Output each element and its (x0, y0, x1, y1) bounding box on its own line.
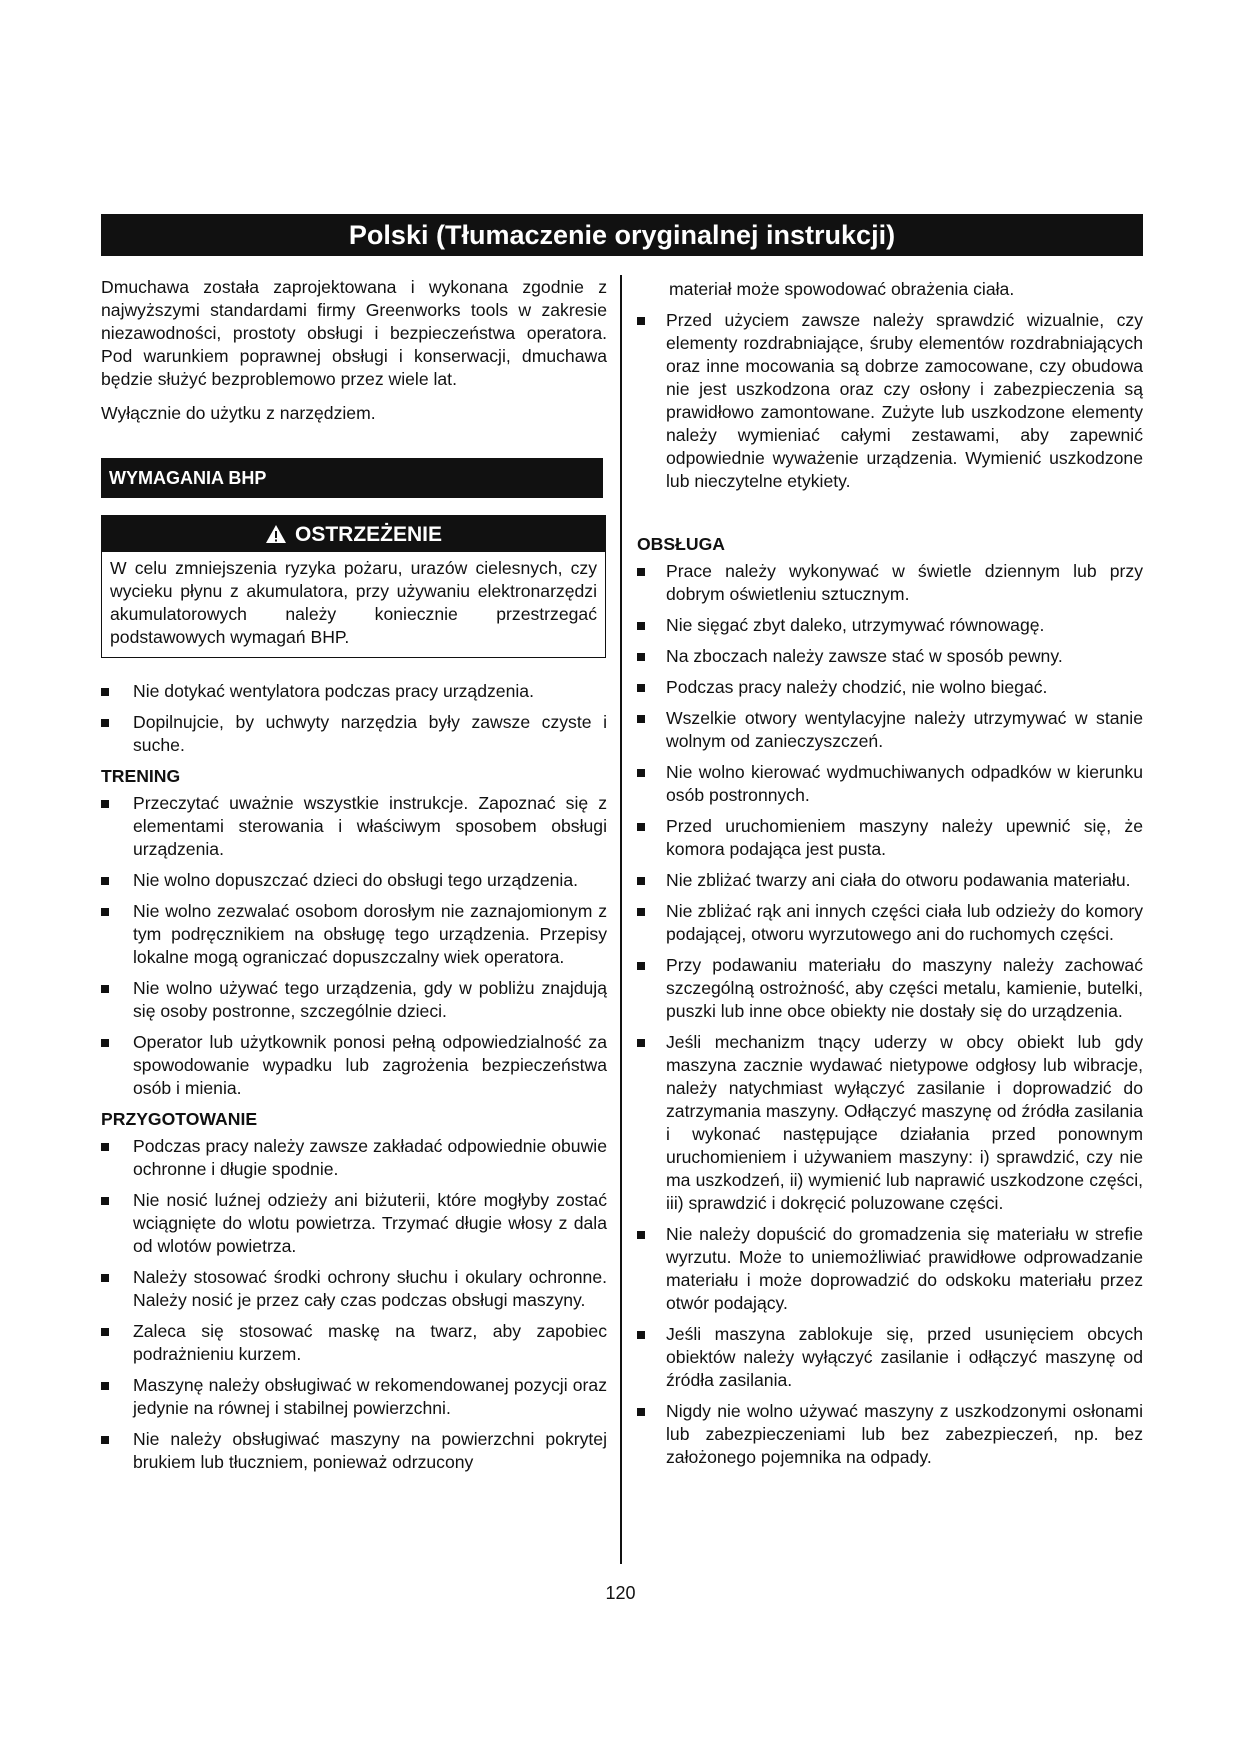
list-item: Przed uruchomieniem maszyny należy upewnić się, że komora podająca jest pusta. (637, 815, 1143, 861)
preparation-list-continued (637, 309, 1143, 493)
list-item: Wszelkie otwory wentylacyjne należy utrzymywać w stanie wolnym od zanieczyszczeń. (637, 707, 1143, 753)
list-item: Zaleca się stosować maskę na twarz, aby zapobiec podrażnieniu kurzem. (101, 1320, 607, 1366)
list-item: Przy podawaniu materiału do maszyny należy zachować szczególną ostrożność, aby części metalu, kamienie, butelki, puszki lub inne obce obiekty nie dostały się do urządzenia. (637, 954, 1143, 1023)
list-item: Maszynę należy obsługiwać w rekomendowanej pozycji oraz jedynie na równej i stabilnej powierzchni. (101, 1374, 607, 1420)
safety-list (101, 680, 607, 757)
list-item: Nie należy obsługiwać maszyny na powierzchni pokrytej brukiem lub tłuczniem, ponieważ odrzucony (101, 1428, 607, 1474)
column-divider (620, 275, 622, 1564)
continued-text: materiał może spowodować obrażenia ciała. (669, 279, 1015, 299)
list-item: Nie dotykać wentylatora podczas pracy urządzenia. (101, 680, 607, 703)
list-item: Nie wolno używać tego urządzenia, gdy w pobliżu znajdują się osoby postronne, szczególnie dzieci. (101, 977, 607, 1023)
warning-triangle-icon (265, 524, 287, 544)
page-title: Polski (Tłumaczenie oryginalnej instrukcji) (101, 214, 1143, 256)
list-item: Nie należy dopuścić do gromadzenia się materiału w strefie wyrzutu. Może to uniemożliwiać prawidłowe odprowadzanie materiału i może doprowadzić do odskoku materiału przez otwór podający. (637, 1223, 1143, 1315)
list-item: Na zboczach należy zawsze stać w sposób pewny. (637, 645, 1143, 668)
intro-paragraph: Dmuchawa została zaprojektowana i wykonana zgodnie z najwyższymi standardami firmy Greenworks tools w zakresie niezawodności, prostoty obsługi i bezpieczeństwa operatora. Pod warunkiem poprawnej obsługi i konserwacji, dmuchawa będzie służyć bezproblemowo przez wiele lat. (101, 277, 607, 389)
list-item: Operator lub użytkownik ponosi pełną odpowiedzialność za spowodowanie wypadku lub zagrożenia bezpieczeństwa osób i mienia. (101, 1031, 607, 1100)
list-item: Przed użyciem zawsze należy sprawdzić wizualnie, czy elementy rozdrabniające, śruby elementów rozdrabniających oraz inne mocowania są dobrze zamocowane, czy obudowa nie jest uszkodzona oraz czy osłony i zabezpieczenia są prawidłowo zamontowane. Zużyte lub uszkodzone elementy należy wymieniać całymi zestawami, aby zapewnić odpowiednie wyważenie urządzenia. Wymienić uszkodzone lub nieczytelne etykiety. (637, 309, 1143, 493)
operation-list (637, 560, 1143, 1469)
list-item: Dopilnujcie, by uchwyty narzędzia były zawsze czyste i suche. (101, 711, 607, 757)
preparation-list (101, 1135, 607, 1474)
list-item: Jeśli maszyna zablokuje się, przed usunięciem obcych obiektów należy wyłączyć zasilanie i odłączyć maszynę od źródła zasilania. (637, 1323, 1143, 1392)
list-item: Nie sięgać zbyt daleko, utrzymywać równowagę. (637, 614, 1143, 637)
warning-header (102, 516, 605, 552)
preparation-heading: PRZYGOTOWANIE (101, 1109, 258, 1129)
list-item: Nie wolno dopuszczać dzieci do obsługi tego urządzenia. (101, 869, 607, 892)
list-item: Podczas pracy należy chodzić, nie wolno biegać. (637, 676, 1143, 699)
list-item: Nie zbliżać twarzy ani ciała do otworu podawania materiału. (637, 869, 1143, 892)
training-heading: TRENING (101, 766, 181, 786)
list-item: Podczas pracy należy zawsze zakładać odpowiednie obuwie ochronne i długie spodnie. (101, 1135, 607, 1181)
list-item: Jeśli mechanizm tnący uderzy w obcy obiekt lub gdy maszyna zacznie wydawać nietypowe odgłosy lub wibracje, należy natychmiast wyłączyć zasilanie i doprowadzić do zatrzymania maszyny. Odłączyć maszynę od źródła zasilania i wykonać następujące działania przed ponownym uruchomieniem i używaniem maszyny: i) sprawdzić, czy nie ma uszkodzeń, ii) wymienić lub naprawić uszkodzone części, iii) sprawdzić i dokręcić poluzowane części. (637, 1031, 1143, 1215)
training-list (101, 792, 607, 1100)
operation-heading: OBSŁUGA (637, 534, 725, 554)
right-column (637, 278, 1143, 1477)
warning-title: OSTRZEŻENIE (294, 522, 442, 546)
list-item: Należy stosować środki ochrony słuchu i okulary ochronne. Należy nosić je przez cały czas podczas obsługi maszyny. (101, 1266, 607, 1312)
list-item: Nie zbliżać rąk ani innych części ciała lub odzieży do komory podającej, otworu wyrzutowego ani do ruchomych części. (637, 900, 1143, 946)
list-item: Nie nosić luźnej odzieży ani biżuterii, które mogłyby zostać wciągnięte do wlotu powietrza. Trzymać długie włosy z dala od wlotów powietrza. (101, 1189, 607, 1258)
list-item: Nie wolno zezwalać osobom dorosłym nie zaznajomionym z tym podręcznikiem na obsługę tego urządzenia. Przepisy lokalne mogą ograniczać dopuszczalny wiek operatora. (101, 900, 607, 969)
page-number: 120 (605, 1583, 636, 1603)
warning-box (101, 515, 606, 658)
warning-text: W celu zmniejszenia ryzyka pożaru, urazów cielesnych, czy wycieku płynu z akumulatora, przy używaniu elektronarzędzi akumulatorowych należy koniecznie przestrzegać podstawowych wymagań BHP. (110, 558, 597, 647)
list-item: Nigdy nie wolno używać maszyny z uszkodzonymi osłonami lub zabezpieczeniami lub bez zabezpieczeń, np. bez założonego pojemnika na odpady. (637, 1400, 1143, 1469)
list-item: Prace należy wykonywać w świetle dziennym lub przy dobrym oświetleniu sztucznym. (637, 560, 1143, 606)
list-item: Nie wolno kierować wydmuchiwanych odpadków w kierunku osób postronnych. (637, 761, 1143, 807)
safety-section-bar: WYMAGANIA BHP (101, 458, 603, 498)
intro-note: Wyłącznie do użytku z narzędziem. (101, 403, 376, 423)
list-item: Przeczytać uważnie wszystkie instrukcje. Zapoznać się z elementami sterowania i właściwym sposobem obsługi urządzenia. (101, 792, 607, 861)
left-column (101, 276, 607, 1482)
